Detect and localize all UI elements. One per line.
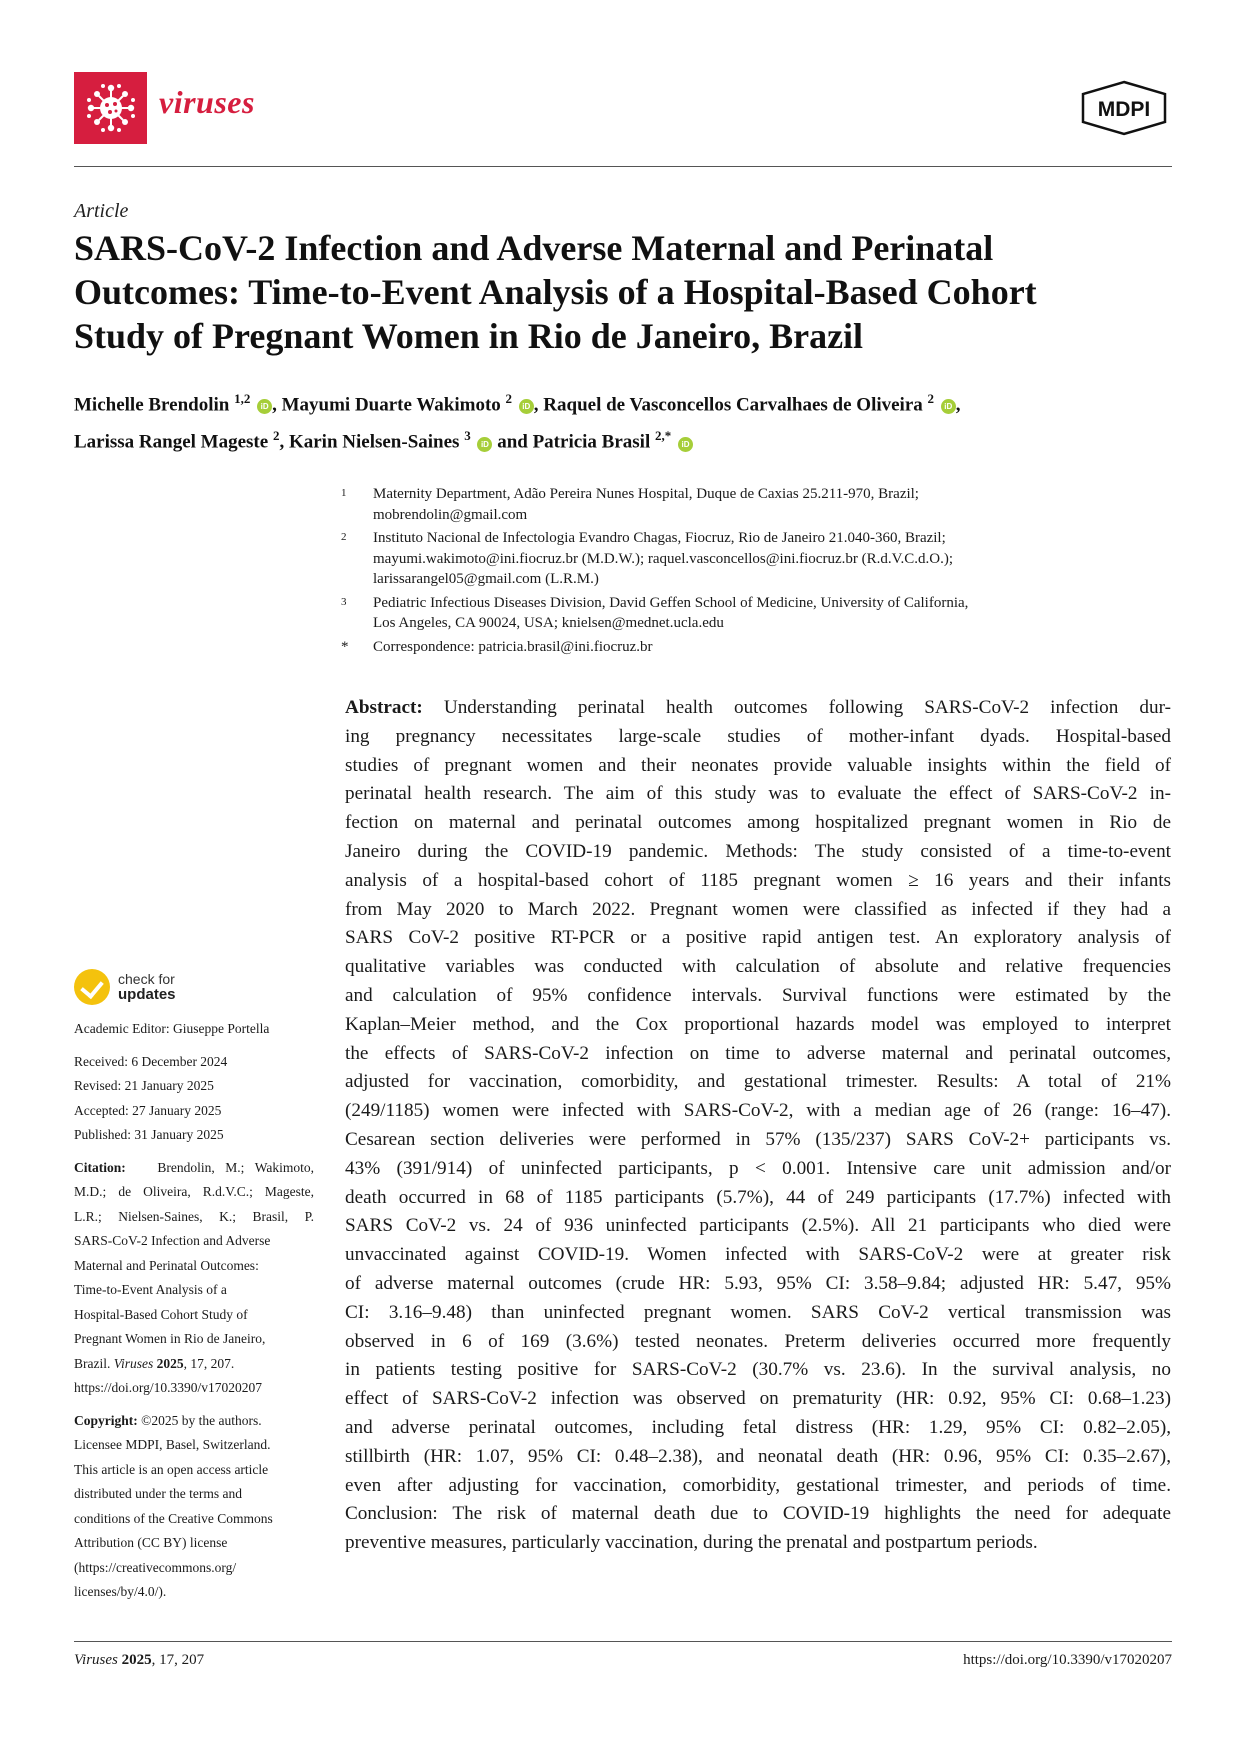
virus-logo-icon <box>74 72 147 144</box>
affiliation-number: 2 <box>341 531 347 543</box>
abstract-line: (249/1185) women were infected with SARS-CoV-2, with a median age of 26 (range: 16–47). <box>345 1100 1171 1122</box>
abstract-line: the effects of SARS-CoV-2 infection on time to adverse maternal and perinatal outcomes, <box>345 1042 1171 1064</box>
author-affiliation-ref: 2 <box>272 428 280 444</box>
correspondence-item <box>341 637 1171 658</box>
abstract-label: Abstract: <box>345 697 423 718</box>
citation-line: M.D.; de Oliveira, R.d.V.C.; Mageste, <box>74 1184 314 1199</box>
citation-line: SARS-CoV-2 Infection and Adverse <box>74 1233 271 1248</box>
abstract-line: 43% (391/914) of uninfected participants, p < 0.001. Intensive care unit admission and/or <box>345 1157 1171 1179</box>
citation-year: 2025 <box>156 1355 184 1371</box>
footer-doi-link[interactable]: https://doi.org/10.3390/v17020207 <box>963 1652 1172 1668</box>
abstract-line: effect of SARS-CoV-2 infection was observed on prematurity (HR: 0.92, 95% CI: 0.68–1.23) <box>345 1388 1171 1410</box>
copyright-line: Attribution (CC BY) license <box>74 1535 228 1550</box>
author-affiliation-ref: 2 <box>505 391 513 406</box>
abstract-line: ing pregnancy necessitates large-scale studies of mother-infant dyads. Hospital-based <box>345 725 1171 747</box>
date-received: Received: 6 December 2024 <box>74 1053 228 1069</box>
abstract-line: perinatal health research. The aim of this study was to evaluate the effect of SARS-CoV-2 in- <box>345 783 1171 805</box>
citation-block <box>74 1156 314 1401</box>
author-affiliation-ref: 3 <box>464 428 471 444</box>
copyright-line: This article is an open access article <box>74 1461 269 1477</box>
date-accepted: Accepted: 27 January 2025 <box>74 1102 222 1118</box>
abstract-line: preventive measures, particularly vaccination, during the prenatal and postpartum periods. <box>345 1532 1038 1554</box>
abstract-line: even after adjusting for vaccination, comorbidity, gestational trimester, and periods of time. <box>345 1474 1171 1496</box>
abstract-line: CI: 3.16–9.48) than uninfected pregnant women. SARS CoV-2 vertical transmission was <box>345 1301 1171 1323</box>
journal-name: viruses <box>159 84 255 120</box>
abstract-line: fection on maternal and perinatal outcomes among hospitalized pregnant women in Rio de <box>345 812 1171 834</box>
abstract-line: Cesarean section deliveries were performed in 57% (135/237) SARS CoV-2+ participants vs. <box>345 1128 1171 1150</box>
orcid-icon[interactable]: iD <box>678 437 693 452</box>
title-line: Outcomes: Time-to-Event Analysis of a Hospital-Based Cohort <box>74 272 1037 312</box>
author-separator: , <box>955 394 961 416</box>
check-for-updates-button[interactable] <box>74 965 314 1009</box>
correspondence-email[interactable]: Correspondence: patricia.brasil@ini.fiocruz.br <box>373 638 653 655</box>
abstract-line: Kaplan–Meier method, and the Cox proportional hazards model was employed to interpret <box>345 1013 1171 1035</box>
license-link[interactable]: licenses/by/4.0/). <box>74 1584 167 1599</box>
abstract-line: of adverse maternal outcomes (crude HR: 5.93, 95% CI: 3.58–9.84; adjusted HR: 5.47, 95% <box>345 1272 1171 1294</box>
author-separator: and <box>492 431 533 453</box>
affiliation-text: Instituto Nacional de Infectologia Evandro Chagas, Fiocruz, Rio de Janeiro 21.040-360, Brazil; <box>373 530 946 546</box>
affiliation-text: Maternity Department, Adão Pereira Nunes Hospital, Duque de Caxias 25.211-970, Brazil; <box>373 486 919 502</box>
citation-line: L.R.; Nielsen-Saines, K.; Brasil, P. <box>74 1208 314 1224</box>
affiliation-item <box>341 593 1171 634</box>
author-list <box>74 383 1172 458</box>
author-line <box>74 420 1172 457</box>
copyright-text: ©2025 by the authors. <box>141 1412 262 1428</box>
affiliation-number: 1 <box>341 487 347 499</box>
abstract-line: analysis of a hospital-based cohort of 1185 pregnant women ≥ 16 years and their infants <box>345 869 1171 891</box>
orcid-icon[interactable]: iD <box>477 437 492 452</box>
citation-line: Pregnant Women in Rio de Janeiro, <box>74 1331 266 1346</box>
citation-line <box>74 1352 314 1377</box>
affiliation-email[interactable]: Los Angeles, CA 90024, USA; knielsen@mednet.ucla.edu <box>373 615 724 631</box>
date-revised: Revised: 21 January 2025 <box>74 1078 214 1093</box>
correspondence-marker: * <box>341 638 349 655</box>
date-published: Published: 31 January 2025 <box>74 1127 224 1142</box>
footer-year: 2025 <box>121 1652 152 1668</box>
license-link[interactable]: (https://creativecommons.org/ <box>74 1559 237 1575</box>
orcid-icon[interactable]: iD <box>257 399 272 414</box>
author-separator: , <box>272 394 282 416</box>
author-affiliation-ref: 2,* <box>655 428 672 444</box>
affiliation-email[interactable]: mayumi.wakimoto@ini.fiocruz.br (M.D.W.); raquel.vasconcellos@ini.fiocruz.br (R.d.V.C.d.O.); <box>373 550 954 567</box>
citation-volume: , 17, 207. <box>183 1355 235 1371</box>
affiliation-item <box>341 528 1171 590</box>
abstract-line: and adverse perinatal outcomes, including fetal distress (HR: 1.29, 95% CI: 0.82–2.05), <box>345 1416 1171 1438</box>
author-name[interactable]: Larissa Rangel Mageste <box>74 431 269 453</box>
citation-label: Citation: <box>74 1159 126 1175</box>
abstract-line: unvaccinated against COVID-19. Women infected with SARS-CoV-2 were at greater risk <box>345 1244 1171 1266</box>
author-line <box>74 383 1172 420</box>
copyright-line: Licensee MDPI, Basel, Switzerland. <box>74 1437 271 1452</box>
citation-line <box>74 1156 314 1181</box>
citation-line: Hospital-Based Cohort Study of <box>74 1306 248 1322</box>
check-updates-line: check for <box>118 971 175 987</box>
copyright-line: conditions of the Creative Commons <box>74 1510 273 1526</box>
abstract-line: and calculation of 95% confidence intervals. Survival functions were estimated by the <box>345 984 1171 1006</box>
copyright-line <box>74 1409 314 1434</box>
orcid-icon[interactable]: iD <box>519 399 534 414</box>
author-affiliation-ref: 2 <box>927 391 935 406</box>
title-line: Study of Pregnant Women in Rio de Janeiro, Brazil <box>74 316 864 356</box>
affiliation-email[interactable]: mobrendolin@gmail.com <box>373 506 528 523</box>
abstract <box>345 694 1171 1558</box>
abstract-line: Conclusion: The risk of maternal death due to COVID-19 highlights the need for adequate <box>345 1503 1171 1525</box>
title-line: SARS-CoV-2 Infection and Adverse Maternal and Perinatal <box>74 228 994 268</box>
header-divider <box>74 166 1172 167</box>
affiliation-email[interactable]: larissarangel05@gmail.com (L.R.M.) <box>373 571 599 587</box>
affiliation-number: 3 <box>341 595 347 608</box>
article-title <box>74 226 1172 358</box>
abstract-line: from May 2020 to March 2022. Pregnant women were classified as infected if they had a <box>345 898 1171 920</box>
article-type: Article <box>74 200 129 222</box>
mdpi-logo-icon <box>1077 80 1172 136</box>
article-sidebar <box>74 965 314 1609</box>
check-for-updates-label <box>118 971 176 1003</box>
abstract-line: SARS CoV-2 vs. 24 of 936 uninfected participants (2.5%). All 21 participants who died were <box>345 1215 1171 1237</box>
abstract-line: Janeiro during the COVID-19 pandemic. Methods: The study consisted of a time-to-event <box>345 840 1171 862</box>
footer-citation <box>74 1652 204 1669</box>
academic-editor <box>74 1017 314 1042</box>
abstract-line: adjusted for vaccination, comorbidity, and gestational trimester. Results: A total of 21% <box>345 1071 1171 1093</box>
abstract-line: studies of pregnant women and their neonates provide valuable insights within the field of <box>345 754 1171 776</box>
citation-text: Brendolin, M.; Wakimoto, <box>157 1159 314 1175</box>
copyright-label: Copyright: <box>74 1412 138 1428</box>
footer-divider <box>74 1641 1172 1642</box>
abstract-line: observed in 6 of 169 (3.6%) tested neonates. Preterm deliveries occurred more frequently <box>345 1330 1171 1352</box>
academic-editor-text: Academic Editor: Giuseppe Portella <box>74 1021 270 1036</box>
author-name[interactable]: Karin Nielsen-Saines <box>288 431 460 453</box>
affiliation-text: Pediatric Infectious Diseases Division, David Geffen School of Medicine, University of California, <box>373 594 969 611</box>
citation-text: Brazil. <box>74 1355 114 1371</box>
author-name[interactable]: Patricia Brasil <box>532 431 651 453</box>
journal-header <box>74 72 1172 144</box>
publication-dates <box>74 1050 314 1148</box>
affiliation-item <box>341 484 1171 525</box>
copyright-line: distributed under the terms and <box>74 1486 242 1501</box>
abstract-line: SARS CoV-2 positive RT-PCR or a positive rapid antigen test. An exploratory analysis of <box>345 927 1171 949</box>
abstract-line: death occurred in 68 of 1185 participants (5.7%), 44 of 249 participants (17.7%) infected with <box>345 1186 1171 1208</box>
author-name[interactable]: Mayumi Duarte Wakimoto <box>281 394 501 416</box>
footer-journal: Viruses <box>74 1652 118 1668</box>
abstract-line: stillbirth (HR: 1.07, 95% CI: 0.48–2.38), and neonatal death (HR: 0.96, 95% CI: 0.35–2.67), <box>345 1445 1171 1467</box>
abstract-line: qualitative variables was conducted with calculation of absolute and relative frequencies <box>345 956 1171 978</box>
publisher-name: MDPI <box>1097 98 1151 121</box>
orcid-icon[interactable]: iD <box>941 399 956 414</box>
check-updates-line: updates <box>118 986 176 1003</box>
author-separator: , <box>533 394 544 416</box>
author-name[interactable]: Michelle Brendolin <box>74 394 230 416</box>
copyright-block <box>74 1409 314 1605</box>
author-name[interactable]: Raquel de Vasconcellos Carvalhaes de Oliveira <box>543 394 923 416</box>
abstract-text: Understanding perinatal health outcomes following SARS-CoV-2 infection dur- <box>443 697 1171 718</box>
citation-line: Maternal and Perinatal Outcomes: <box>74 1257 259 1273</box>
footer-volume: , 17, 207 <box>151 1652 205 1668</box>
citation-doi-link[interactable]: https://doi.org/10.3390/v17020207 <box>74 1380 263 1395</box>
citation-line: Time-to-Event Analysis of a <box>74 1282 227 1297</box>
author-affiliation-ref: 1,2 <box>234 391 251 406</box>
author-separator: , <box>279 431 289 453</box>
abstract-line: in patients testing positive for SARS-CoV-2 (30.7% vs. 23.6). In the survival analysis, no <box>345 1359 1171 1381</box>
abstract-line <box>345 694 1171 723</box>
checkmark-icon <box>74 969 110 1005</box>
citation-journal: Viruses <box>113 1355 154 1371</box>
affiliations <box>341 484 1171 660</box>
